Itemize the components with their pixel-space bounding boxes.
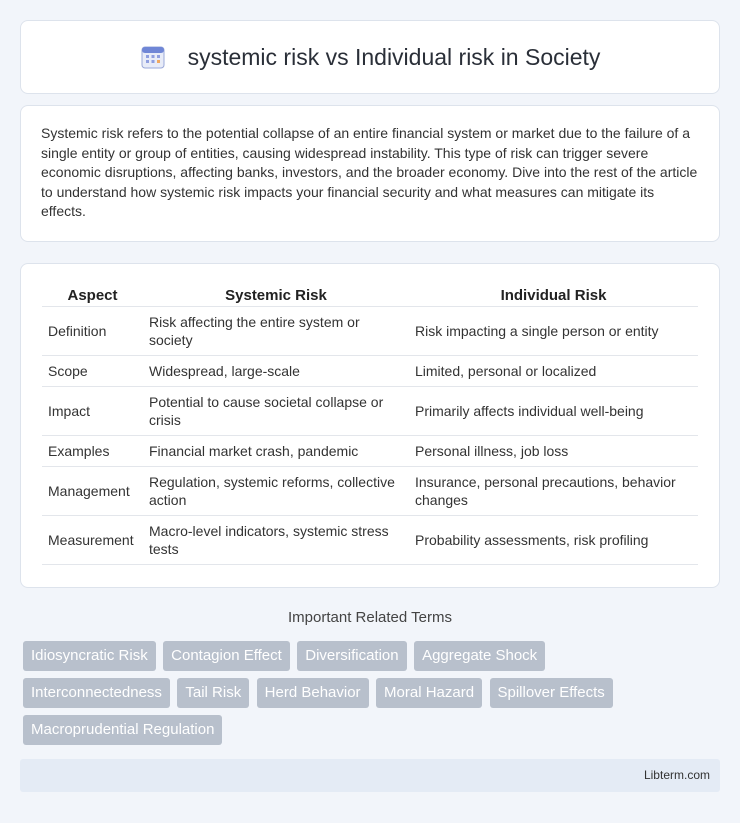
comparison-table — [42, 284, 698, 565]
related-term-tag[interactable]: Macroprudential Regulation — [23, 715, 222, 745]
table-cell: Risk affecting the entire system or society — [143, 307, 409, 356]
table-cell: Examples — [42, 436, 143, 467]
table-cell: Regulation, systemic reforms, collective action — [143, 467, 409, 516]
table-cell: Impact — [42, 387, 143, 436]
table-cell: Potential to cause societal collapse or crisis — [143, 387, 409, 436]
related-term-tag[interactable]: Tail Risk — [177, 678, 249, 708]
related-term-tag[interactable]: Spillover Effects — [490, 678, 613, 708]
table-cell: Risk impacting a single person or entity — [409, 307, 698, 356]
column-header-systemic: Systemic Risk — [143, 284, 409, 307]
table-cell: Measurement — [42, 516, 143, 565]
table-cell: Insurance, personal precautions, behavior changes — [409, 467, 698, 516]
table-cell: Widespread, large-scale — [143, 356, 409, 387]
table-cell: Management — [42, 467, 143, 516]
calendar-grid-icon — [140, 44, 166, 70]
related-term-tag[interactable]: Contagion Effect — [163, 641, 290, 671]
table-cell: Probability assessments, risk profiling — [409, 516, 698, 565]
intro-card — [20, 105, 720, 242]
footer-bar — [20, 759, 720, 792]
header-card — [20, 20, 720, 94]
related-term-tag[interactable]: Herd Behavior — [257, 678, 369, 708]
table-row — [42, 387, 698, 436]
related-term-tag[interactable]: Idiosyncratic Risk — [23, 641, 156, 671]
table-cell: Limited, personal or localized — [409, 356, 698, 387]
table-row — [42, 516, 698, 565]
related-term-tag[interactable]: Aggregate Shock — [414, 641, 545, 671]
column-header-aspect: Aspect — [42, 284, 143, 307]
footer-brand-link[interactable]: Libterm.com — [643, 768, 710, 782]
table-cell: Primarily affects individual well-being — [409, 387, 698, 436]
table-row — [42, 356, 698, 387]
table-cell: Macro-level indicators, systemic stress tests — [143, 516, 409, 565]
comparison-table-card — [20, 263, 720, 588]
table-cell: Scope — [42, 356, 143, 387]
page-title: systemic risk vs Individual risk in Society — [187, 43, 601, 70]
intro-text: Systemic risk refers to the potential collapse of an entire financial system or market due to the failure of a single entity or group of entities, causing widespread instability. This type of risk can trigger severe economic disruptions, affecting banks, investors, and the broader economy. Dive into the rest of the article to understand how systemic risk impacts your financial security and what measures can mitigate its effects. — [41, 125, 698, 219]
table-row — [42, 307, 698, 356]
column-header-individual: Individual Risk — [409, 284, 698, 307]
related-term-tag[interactable]: Moral Hazard — [376, 678, 482, 708]
table-row — [42, 436, 698, 467]
related-term-tag[interactable]: Diversification — [297, 641, 406, 671]
table-cell: Definition — [42, 307, 143, 356]
related-term-tag[interactable]: Interconnectedness — [23, 678, 170, 708]
related-terms-title: Important Related Terms — [288, 609, 452, 626]
table-cell: Financial market crash, pandemic — [143, 436, 409, 467]
related-terms-list — [23, 641, 723, 752]
table-row — [42, 467, 698, 516]
table-cell: Personal illness, job loss — [409, 436, 698, 467]
table-header-row — [42, 284, 698, 307]
